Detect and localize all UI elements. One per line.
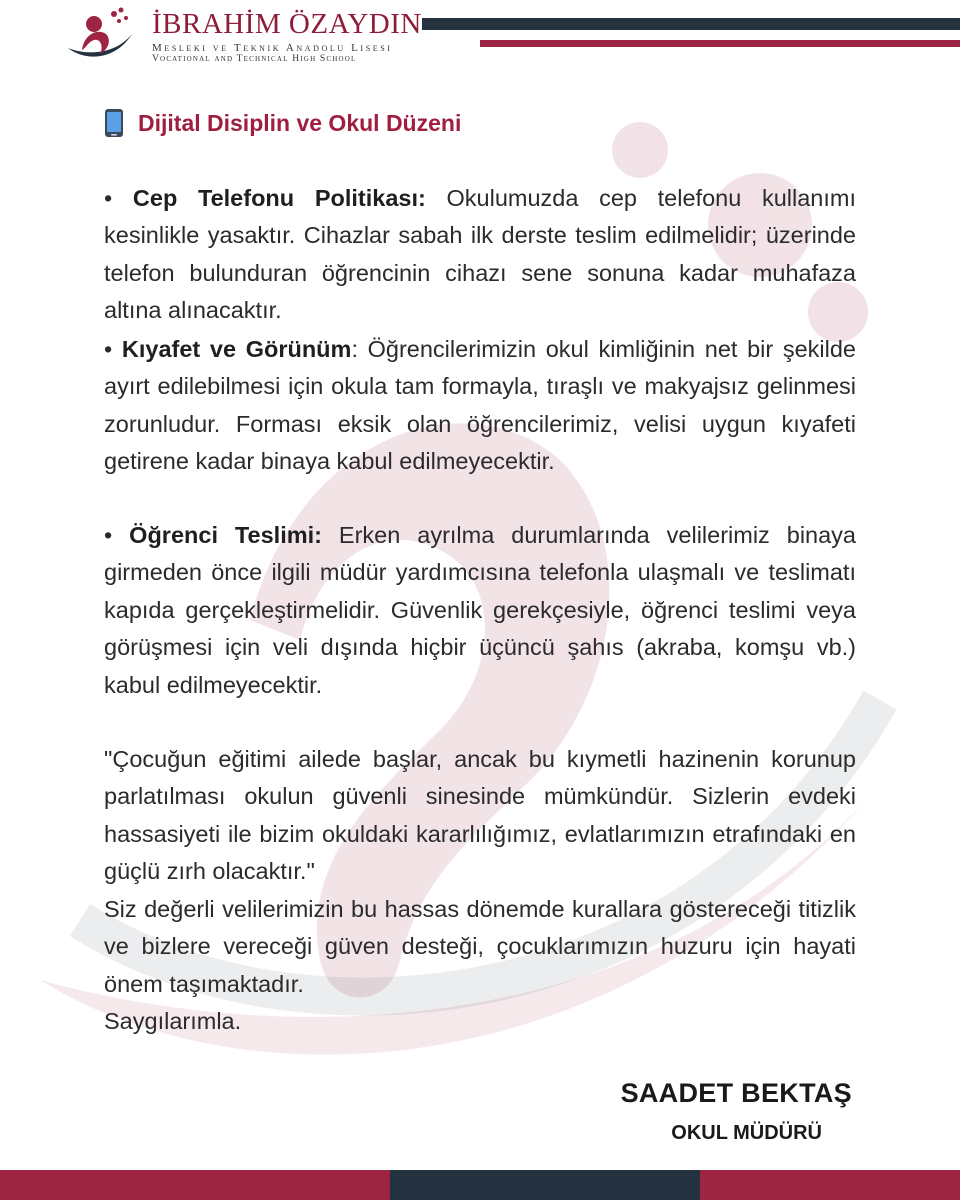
rule-student-pickup: • Öğrenci Teslimi: Erken ayrılma durumlarında velilerimiz binaya girmeden önce ilgili müdür yardımcısına telefonla ulaşmalı ve teslimatı kapıda gerçekleştirmelidir. Güvenlik gerekçesiyle, öğrenci teslimi veya görüşmesi için veli dışında hiçbir üçüncü şahıs (akraba, komşu vb.) kabul edilmeyecektir. (104, 522, 856, 698)
header-bar-dark (422, 18, 960, 30)
footer-bar-red-left (0, 1170, 390, 1200)
closing-paragraph: Siz değerli velilerimizin bu hassas dönemde kurallara göstereceği titizlik ve bizlere vereceği güven desteği, çocuklarımızın huzuru için hayati önem taşımaktadır. (104, 896, 856, 997)
header-bar-red (480, 40, 960, 47)
regards-text: Saygılarımla. (104, 1008, 242, 1034)
rule-dress-text: : Öğrencilerimizin okul kimliğinin net bir şekilde ayırt edilebilmesi için okula tam formayla, tıraşlı ve makyajsız gelinmesi zorunludur. Forması eksik olan öğrencilerimiz, velisi uygun kıyafeti getirene kadar binaya kabul edilmeyecektir. (104, 336, 857, 475)
rule-phone-label: Cep Telefonu Politikası: (132, 185, 426, 211)
school-subtitle-tr: Mesleki ve Teknik Anadolu Lisesi (152, 42, 393, 54)
rule-pickup-text: Erken ayrılma durumlarında velilerimiz binaya girmeden önce ilgili müdür yardımcısına telefonla ulaşmalı ve teslimatı kapıda gerçekleştirmelidir. Güvenlik gerekçesiyle, öğrenci teslimi veya görüşmesi için veli dışında hiçbir üçüncü şahıs (akraba, komşu vb.) kabul edilmeyecektir. (104, 522, 856, 698)
rule-phone-text: Okulumuzda cep telefonu kullanımı kesinlikle yasaktır. Cihazlar sabah ilk derste teslim edilmelidir; üzerinde telefon bulunduran öğrencinin cihazı sene sonuna kadar muhafaza altına alınacaktır. (104, 185, 856, 324)
school-subtitle-en: Vocational and Technical High School (152, 54, 357, 64)
rule-dress-code: • Kıyafet ve Görünüm: Öğrencilerimizin okul kimliğinin net bir şekilde ayırt edilebilmesi için okula tam formayla, tıraşlı ve makyajsız gelinmesi zorunludur. Forması eksik olan öğrencilerimiz, velisi uygun kıyafeti getirene kadar binaya kabul edilmeyecektir. (104, 336, 857, 475)
signature-name: SAADET BEKTAŞ (620, 1078, 852, 1108)
quote-paragraph: "Çocuğun eğitimi ailede başlar, ancak bu kıymetli hazinenin korunup parlatılması okulun güvenli sinesinde mümkündür. Sizlerin evdeki hassasiyeti ile bizim okuldaki kararlılığımız, evlatlarımızın etrafındaki en güçlü zırh olacaktır." (104, 746, 856, 885)
section-title: Dijital Disiplin ve Okul Düzeni (138, 109, 462, 136)
mobile-phone-icon (104, 108, 124, 138)
rule-phone-policy: • Cep Telefonu Politikası: Okulumuzda cep telefonu kullanımı kesinlikle yasaktır. Cihazlar sabah ilk derste teslim edilmelidir; üzerinde telefon bulunduran öğrencinin cihazı sene sonuna kadar muhafaza altına alınacaktır. (104, 185, 856, 324)
rule-pickup-label: Öğrenci Teslimi: (129, 522, 322, 548)
school-logo (64, 4, 136, 68)
school-name: İBRAHİM ÖZAYDIN (152, 8, 422, 40)
section-title-row (104, 108, 461, 138)
rule-dress-label: Kıyafet ve Görünüm (121, 336, 352, 362)
header (0, 0, 960, 80)
footer-bar-red-right (700, 1170, 960, 1200)
signature-role: OKUL MÜDÜRÜ (671, 1122, 822, 1144)
